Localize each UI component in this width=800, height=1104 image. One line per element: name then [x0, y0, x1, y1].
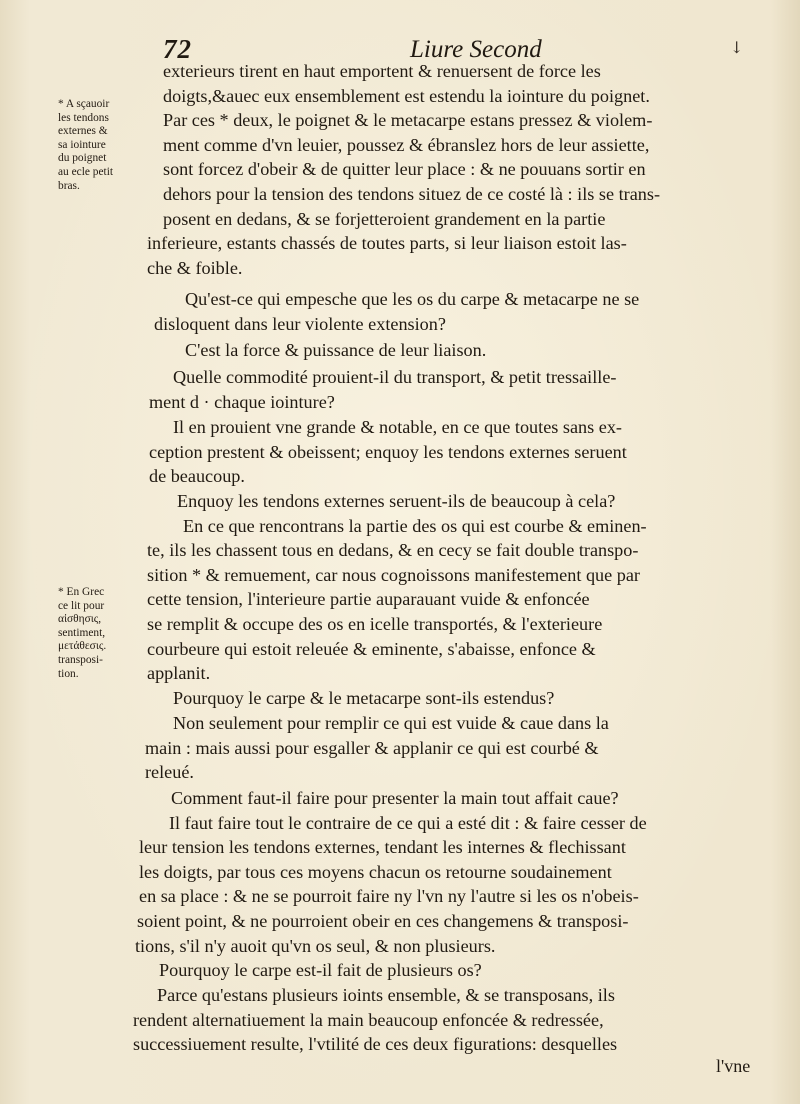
text-line: leur tension les tendons externes, tendant les internes & flechissant: [139, 837, 626, 858]
margin-note-1: [58, 98, 154, 193]
margin-note-line: bras.: [58, 179, 80, 192]
text-line: Parce qu'estans plusieurs ioints ensemble, & se transposans, ils: [157, 985, 615, 1005]
corner-mark: ↓: [730, 38, 744, 57]
margin-note-line: * En Grec: [58, 586, 105, 598]
text-line: successiuement resulte, l'vtilité de ces deux figurations: desquelles: [133, 1034, 618, 1055]
margin-note-line: au ecle petit: [58, 165, 114, 178]
text-line: Enquoy les tendons externes seruent-ils de beaucoup à cela?: [177, 491, 616, 511]
margin-note-line: les tendons: [58, 111, 109, 124]
text-line: de beaucoup.: [149, 466, 245, 487]
text-line: cette tension, l'interieure partie auparauant vuide & enfoncée: [147, 589, 590, 610]
catchword: l'vne: [716, 1056, 751, 1076]
margin-note-line: transposi-: [58, 653, 103, 666]
text-line: doigts,&auec eux ensemblement est estendu la iointure du poignet.: [163, 85, 650, 106]
margin-note-line: ce lit pour: [58, 599, 105, 612]
text-line: courbeure qui estoit releuée & eminente, s'abaisse, enfonce &: [147, 638, 596, 659]
text-line: che & foible.: [147, 257, 243, 278]
text-line: tions, s'il n'y auoit qu'vn os seul, & non plusieurs.: [135, 935, 496, 956]
margin-note-line: externes &: [58, 125, 108, 138]
margin-note-line: du poignet: [58, 152, 107, 165]
text-line: Il en prouient vne grande & notable, en ce que toutes sans ex-: [173, 417, 622, 437]
page-number: 72: [163, 34, 192, 64]
text-line: soient point, & ne pourroient obeir en ces changemens & transposi-: [137, 911, 629, 931]
text-line: ment d · chaque iointure?: [149, 391, 335, 412]
text-line: C'est la force & puissance de leur liaison.: [185, 340, 487, 360]
text-line: Non seulement pour remplir ce qui est vuide & caue dans la: [173, 713, 609, 733]
text-line: en sa place : & ne se pourroit faire ny l'vn ny l'autre si les os n'obeis-: [139, 886, 639, 907]
margin-note-line: αἰσθησις,: [58, 613, 102, 626]
margin-note-line: μετάθεσις.: [58, 640, 107, 653]
text-line: ception prestent & obeissent; enquoy les tendons externes seruent: [149, 441, 627, 462]
text-line: dehors pour la tension des tendons situez de ce costé là : ils se trans-: [163, 184, 660, 204]
text-line: Quelle commodité prouient-il du transport, & petit tressaille-: [173, 367, 617, 387]
text-line: Pourquoy le carpe & le metacarpe sont-ils estendus?: [173, 688, 555, 708]
text-line: Pourquoy le carpe est-il fait de plusieurs os?: [159, 960, 482, 980]
text-line: Il faut faire tout le contraire de ce qui a esté dit : & faire cesser de: [169, 812, 647, 833]
text-line: exterieurs tirent en haut emportent & renuersent de force les: [163, 61, 601, 81]
text-line: main : mais aussi pour esgaller & applanir ce qui est courbé &: [145, 737, 599, 758]
text-line: les doigts, par tous ces moyens chacun os retourne soudainement: [139, 861, 612, 882]
text-line: En ce que rencontrans la partie des os qui est courbe & eminen-: [183, 515, 647, 536]
running-title: Liure Second: [410, 36, 542, 63]
margin-note-2: [58, 586, 154, 681]
margin-note-line: tion.: [58, 667, 79, 680]
text-line: Comment faut-il faire pour presenter la main tout affait caue?: [171, 788, 619, 808]
text-line: posent en dedans, & se forjetteroient grandement en la partie: [163, 208, 606, 229]
text-line: rendent alternatiuement la main beaucoup enfoncée & redressée,: [133, 1009, 604, 1030]
text-line: ment comme d'vn leuier, poussez & ébranslez hors de leur assiette,: [163, 134, 650, 155]
text-line: releué.: [145, 762, 194, 783]
text-line: inferieure, estants chassés de toutes parts, si leur liaison estoit las-: [147, 233, 627, 254]
text-line: te, ils les chassent tous en dedans, & en cecy se fait double transpo-: [147, 540, 639, 561]
text-line: sont forcez d'obeir & de quitter leur place : & ne pouuans sortir en: [163, 159, 646, 180]
text-line: disloquent dans leur violente extension?: [154, 313, 446, 334]
text-line: applanit.: [147, 663, 211, 684]
margin-note-line: sa iointure: [58, 138, 106, 151]
text-line: Qu'est-ce qui empesche que les os du carpe & metacarpe ne se: [185, 289, 640, 309]
text-line: Par ces * deux, le poignet & le metacarpe estans pressez & violem-: [163, 110, 653, 131]
margin-note-line: sentiment,: [58, 626, 106, 639]
text-line: se remplit & occupe des os en icelle transportés, & l'exterieure: [147, 614, 603, 634]
margin-note-line: * A sçauoir: [58, 98, 110, 110]
text-line: sition * & remuement, car nous cognoissons manifestement que par: [147, 564, 640, 585]
